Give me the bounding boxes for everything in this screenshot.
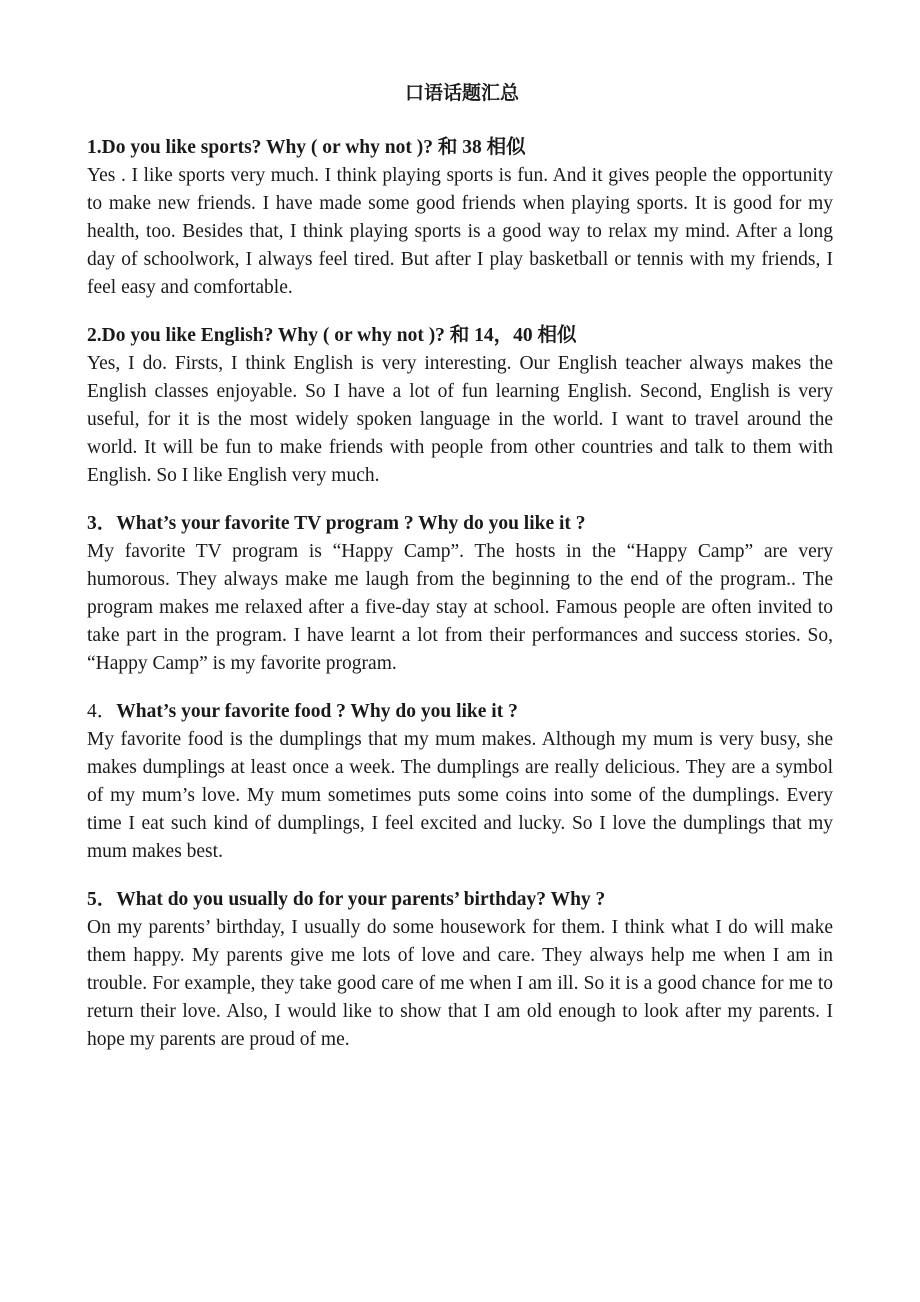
topic-section-1 xyxy=(87,134,833,302)
topic-answer: My favorite food is the dumplings that my mum makes. Although my mum is very busy, she makes dumplings at least once a week. The dumplings are really delicious. They are a symbol of my mum’s love. My mum sometimes puts some coins into some of the dumplings. Every time I eat such kind of dumplings, I feel excited and lucky. So I love the dumplings that my mum makes best. xyxy=(87,729,833,862)
document-page xyxy=(87,78,833,1074)
topic-question: 5．What do you usually do for your parents’ birthday? Why ? xyxy=(87,889,606,910)
topic-section-2 xyxy=(87,322,833,490)
topic-answer: My favorite TV program is “Happy Camp”. The hosts in the “Happy Camp” are very humorous. They always make me laugh from the beginning to the end of the program.. The program makes me relaxed after a five-day stay at school. Famous people are often invited to take part in the program. I have learnt a lot from their performances and success stories. So, “Happy Camp” is my favorite program. xyxy=(87,541,833,674)
topic-answer: Yes . I like sports very much. I think playing sports is fun. And it gives people the opportunity to make new friends. I have made some good friends when playing sports. It is good for my health, too. Besides that, I think playing sports is a good way to relax my mind. After a long day of schoolwork, I always feel tired. But after I play basketball or tennis with my friends, I feel easy and comfortable. xyxy=(87,165,833,298)
topic-number: 4． xyxy=(87,701,117,722)
topic-question: 3．What’s your favorite TV program ? Why do you like it ? xyxy=(87,513,586,534)
topic-question: 2.Do you like English? Why ( or why not )? 和 14，40 相似 xyxy=(87,325,577,346)
topic-section-4 xyxy=(87,698,833,866)
topic-question-text: What’s your favorite food ? Why do you like it ? xyxy=(116,701,518,722)
topic-section-5 xyxy=(87,886,833,1054)
document-title: 口语话题汇总 xyxy=(404,82,519,104)
topic-answer: Yes, I do. Firsts, I think English is very interesting. Our English teacher always makes the English classes enjoyable. So I have a lot of fun learning English. Second, English is very useful, for it is the most widely spoken language in the world. I want to travel around the world. It will be fun to make friends with people from other countries and talk to them with English. So I like English very much. xyxy=(87,353,833,486)
topic-question: 1.Do you like sports? Why ( or why not )? 和 38 相似 xyxy=(87,137,526,158)
topic-question xyxy=(87,698,833,726)
topic-answer: On my parents’ birthday, I usually do some housework for them. I think what I do will make them happy. My parents give me lots of love and care. They always help me when I am in trouble. For example, they take good care of me when I am ill. So it is a good chance for me to return their love. Also, I would like to show that I am old enough to look after my parents. I hope my parents are proud of me. xyxy=(87,917,833,1050)
topic-section-3 xyxy=(87,510,833,678)
